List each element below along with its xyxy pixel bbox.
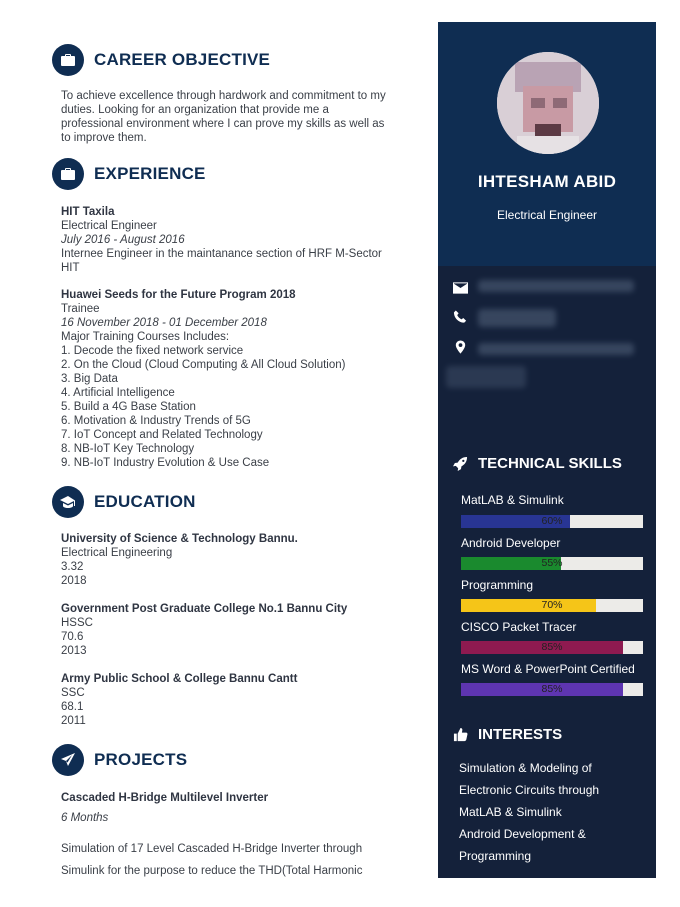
interest-line: Electronic Circuits through (459, 783, 600, 797)
skill-bar (461, 599, 643, 612)
school-name: Government Post Graduate College No.1 Bannu City (61, 603, 348, 615)
skill-label: MatLAB & Simulink (461, 493, 564, 507)
skill-percent: 70% (541, 599, 563, 611)
experience-header (52, 158, 206, 190)
project-name: Cascaded H-Bridge Multilevel Inverter (61, 792, 269, 804)
degree: SSC (61, 687, 85, 699)
skill-label: Programming (461, 578, 534, 592)
skill-percent: 85% (541, 683, 563, 695)
skill-percent: 85% (541, 641, 563, 653)
project-desc (61, 838, 416, 882)
interest-line: MatLAB & Simulink (459, 805, 562, 819)
job-desc-line: 4. Artificial Intelligence (61, 387, 175, 399)
degree: HSSC (61, 617, 93, 629)
education-item (61, 672, 416, 728)
projects-header (52, 744, 187, 776)
skill-bar (461, 683, 643, 696)
interest-line: Programming (459, 849, 532, 863)
job-role: Electrical Engineer (61, 220, 157, 232)
experience-item (61, 288, 416, 470)
job-desc-line: 3. Big Data (61, 373, 118, 385)
year: 2013 (61, 645, 87, 657)
job-desc-line: 7. IoT Concept and Related Technology (61, 429, 263, 441)
skill-bar (461, 641, 643, 654)
address-redacted (478, 343, 634, 355)
job-desc-line: HIT (61, 262, 80, 274)
job-dates: July 2016 - August 2016 (61, 234, 185, 246)
address-redacted (446, 366, 526, 388)
score: 68.1 (61, 701, 84, 713)
thumbs-up-icon (453, 727, 468, 742)
education-item (61, 602, 416, 658)
project-item (61, 791, 416, 805)
technical-skills-title: TECHNICAL SKILLS (478, 455, 622, 472)
briefcase-icon (52, 158, 84, 190)
education-title: EDUCATION (94, 492, 196, 511)
job-org: HIT Taxila (61, 206, 115, 218)
career-line: professional environment where I can prove my skills as well as (61, 118, 385, 130)
career-line: duties. Looking for an organization that provide me a (61, 104, 329, 116)
job-role: Trainee (61, 303, 100, 315)
education-header (52, 486, 196, 518)
score: 3.32 (61, 561, 84, 573)
graduation-cap-icon (52, 486, 84, 518)
school-name: Army Public School & College Bannu Cantt (61, 673, 298, 685)
project-desc-line: Simulink for the purpose to reduce the THD(Total Harmonic (61, 865, 363, 877)
job-desc-line: Major Training Courses Includes: (61, 331, 230, 343)
degree: Electrical Engineering (61, 547, 173, 559)
interest-line: Simulation & Modeling of (459, 761, 592, 775)
year: 2018 (61, 575, 87, 587)
job-desc-line: 9. NB-IoT Industry Evolution & Use Case (61, 457, 270, 469)
career-objective-text (61, 89, 416, 145)
interests-title: INTERESTS (478, 726, 563, 743)
projects-title: PROJECTS (94, 750, 188, 769)
career-objective-header (52, 44, 270, 76)
phone-icon (453, 310, 469, 324)
phone-redacted (478, 309, 556, 327)
profile-role: Electrical Engineer (496, 208, 598, 222)
skill-label: MS Word & PowerPoint Certified (461, 662, 635, 676)
location-pin-icon (453, 340, 469, 354)
job-desc-line: 5. Build a 4G Base Station (61, 401, 196, 413)
education-item (61, 532, 416, 588)
skill-label: CISCO Packet Tracer (461, 620, 577, 634)
job-desc-line: 8. NB-IoT Key Technology (61, 443, 195, 455)
skill-bar (461, 557, 643, 570)
score: 70.6 (61, 631, 84, 643)
job-desc-line: Internee Engineer in the maintanance section of HRF M-Sector (61, 248, 382, 260)
year: 2011 (61, 715, 86, 727)
briefcase-icon (52, 44, 84, 76)
profile-photo (497, 52, 599, 154)
email-redacted (478, 280, 634, 292)
experience-title: EXPERIENCE (94, 164, 206, 183)
job-desc-line: 2. On the Cloud (Cloud Computing & All Cloud Solution) (61, 359, 346, 371)
technical-skills-header (453, 455, 622, 472)
profile-name: IHTESHAM ABID (477, 172, 617, 191)
skill-label: Android Developer (461, 536, 561, 550)
career-objective-title: CAREER OBJECTIVE (94, 50, 271, 69)
skill-bar (461, 515, 643, 528)
paper-plane-icon (52, 744, 84, 776)
skill-percent: 55% (541, 557, 563, 569)
experience-item (61, 205, 416, 275)
job-dates: 16 November 2018 - 01 December 2018 (61, 317, 267, 329)
skill-percent: 60% (541, 515, 563, 527)
school-name: University of Science & Technology Bannu. (61, 533, 298, 545)
rocket-icon (453, 456, 468, 471)
interests-header (453, 726, 562, 743)
job-org: Huawei Seeds for the Future Program 2018 (61, 289, 296, 301)
career-line: to improve them. (61, 132, 147, 144)
career-line: To achieve excellence through hardwork and commitment to my (61, 90, 386, 102)
interest-line: Android Development & (459, 827, 586, 841)
project-desc-line: Simulation of 17 Level Cascaded H-Bridge Inverter through (61, 843, 363, 855)
job-desc-line: 1. Decode the fixed network service (61, 345, 244, 357)
envelope-icon (453, 281, 469, 295)
job-desc-line: 6. Motivation & Industry Trends of 5G (61, 415, 251, 427)
project-duration: 6 Months (61, 812, 109, 824)
